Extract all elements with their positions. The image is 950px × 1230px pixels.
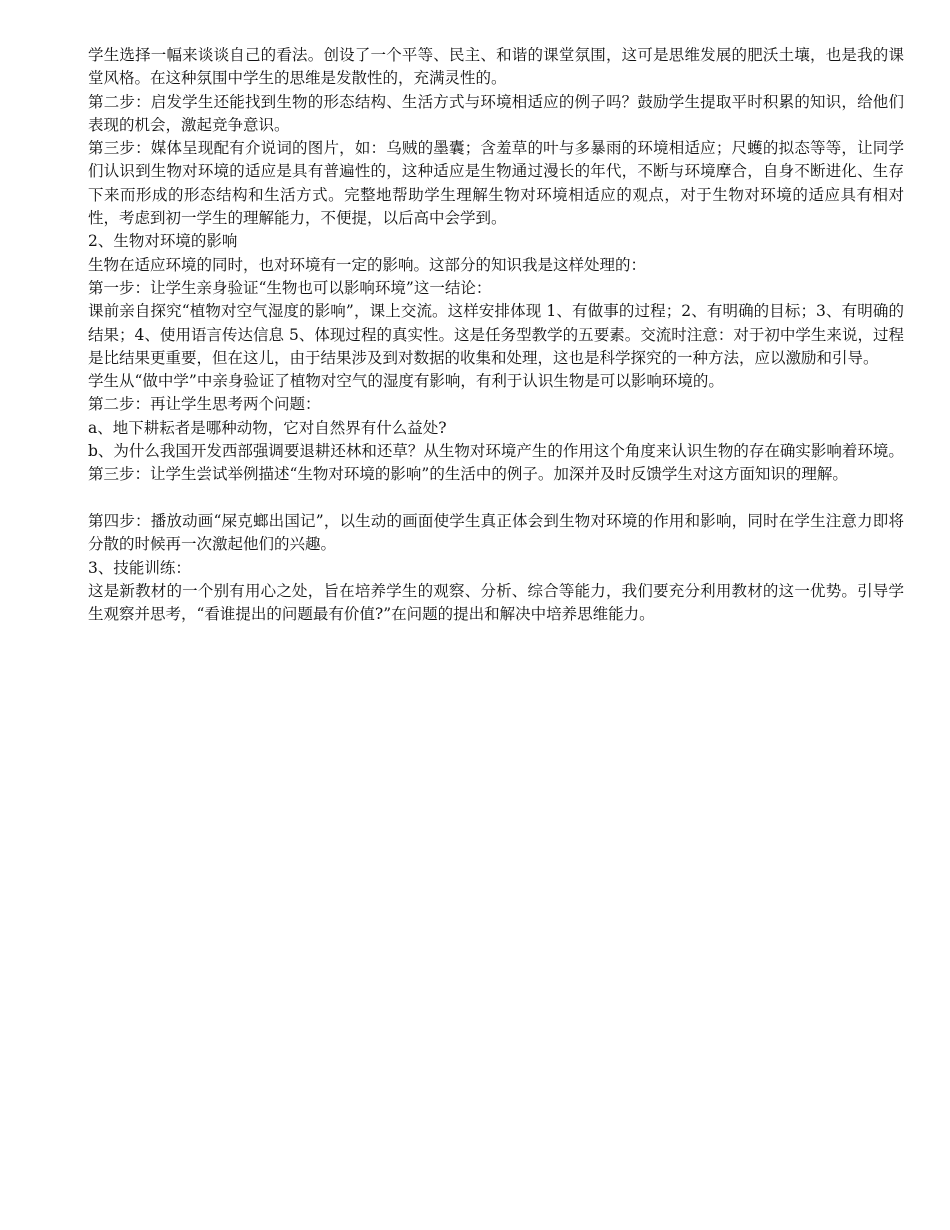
question-b: b、为什么我国开发西部强调要退耕还林和还草？从生物对环境产生的作用这个角度来认识生物的存在确实影响着环境。 <box>88 442 904 461</box>
paragraph-influence-intro: 生物在适应环境的同时，也对环境有一定的影响。这部分的知识我是这样处理的： <box>88 255 647 274</box>
paragraph-skills-training: 这是新教材的一个别有用心之处，旨在培养学生的观察、分析、综合等能力，我们要充分利用教材的这一优势。引导学生观察并思考，“看谁提出的问题最有价值?”在问题的提出和解决中培养思维能力。 <box>88 581 904 624</box>
paragraph-step-two-adaptation: 第二步：启发学生还能找到生物的形态结构、生活方式与环境相适应的例子吗？鼓励学生提取平时积累的知识，给他们表现的机会，激起竞争意识。 <box>88 92 904 134</box>
paragraph-classroom-atmosphere: 学生选择一幅来谈谈自己的看法。创设了一个平等、民主、和谐的课堂氛围，这可是思维发展的肥沃土壤，也是我的课堂风格。在这种氛围中学生的思维是发散性的，充满灵性的。 <box>88 46 904 88</box>
question-a: a、地下耕耘者是哪种动物，它对自然界有什么益处? <box>88 418 447 437</box>
paragraph-pre-class-inquiry: 课前亲自探究“植物对空气湿度的影响”，课上交流。这样安排体现 1、有做事的过程；2、有明确的目标；3、有明确的结果；4、使用语言传达信息 5、体现过程的真实性。这是任务型教学的五要素。交流时注意：对于初中学生来说，过程是比结果更重要，但在这儿，由于结果涉及到对数据的收集和处理，这也是科学探究的一种方法，应以激励和引导。 <box>88 302 904 367</box>
paragraph-step-two-questions: 第二步：再让学生思考两个问题： <box>88 395 321 414</box>
section-heading-influence: 2、生物对环境的影响 <box>88 232 238 251</box>
paragraph-learning-by-doing: 学生从“做中学”中亲身验证了植物对空气的湿度有影响，有利于认识生物是可以影响环境的。 <box>88 372 724 391</box>
paragraph-step-three-media: 第三步：媒体呈现配有介说词的图片，如：乌贼的墨囊；含羞草的叶与多暴雨的环境相适应；尺蠖的拟态等等，让同学们认识到生物对环境的适应是具有普遍性的，这种适应是生物通过漫长的年代，不断与环境摩合，自身不断进化、生存下来而形成的形态结构和生活方式。完整地帮助学生理解生物对环境相适应的观点，对于生物对环境的适应具有相对性，考虑到初一学生的理解能力，不便提，以后高中会学到。 <box>88 139 904 228</box>
section-heading-skills: 3、技能训练： <box>88 558 191 577</box>
document-page <box>88 44 904 626</box>
paragraph-step-one-verify: 第一步：让学生亲身验证“生物也可以影响环境”这一结论： <box>88 278 492 297</box>
paragraph-step-four-animation: 第四步：播放动画“屎克螂出国记”，以生动的画面使学生真正体会到生物对环境的作用和影响，同时在学生注意力即将分散的时候再一次激起他们的兴趣。 <box>88 511 904 554</box>
blank-line <box>88 487 904 510</box>
paragraph-step-three-examples: 第三步：让学生尝试举例描述“生物对环境的影响”的生活中的例子。加深并及时反馈学生对这方面知识的理解。 <box>88 465 848 484</box>
